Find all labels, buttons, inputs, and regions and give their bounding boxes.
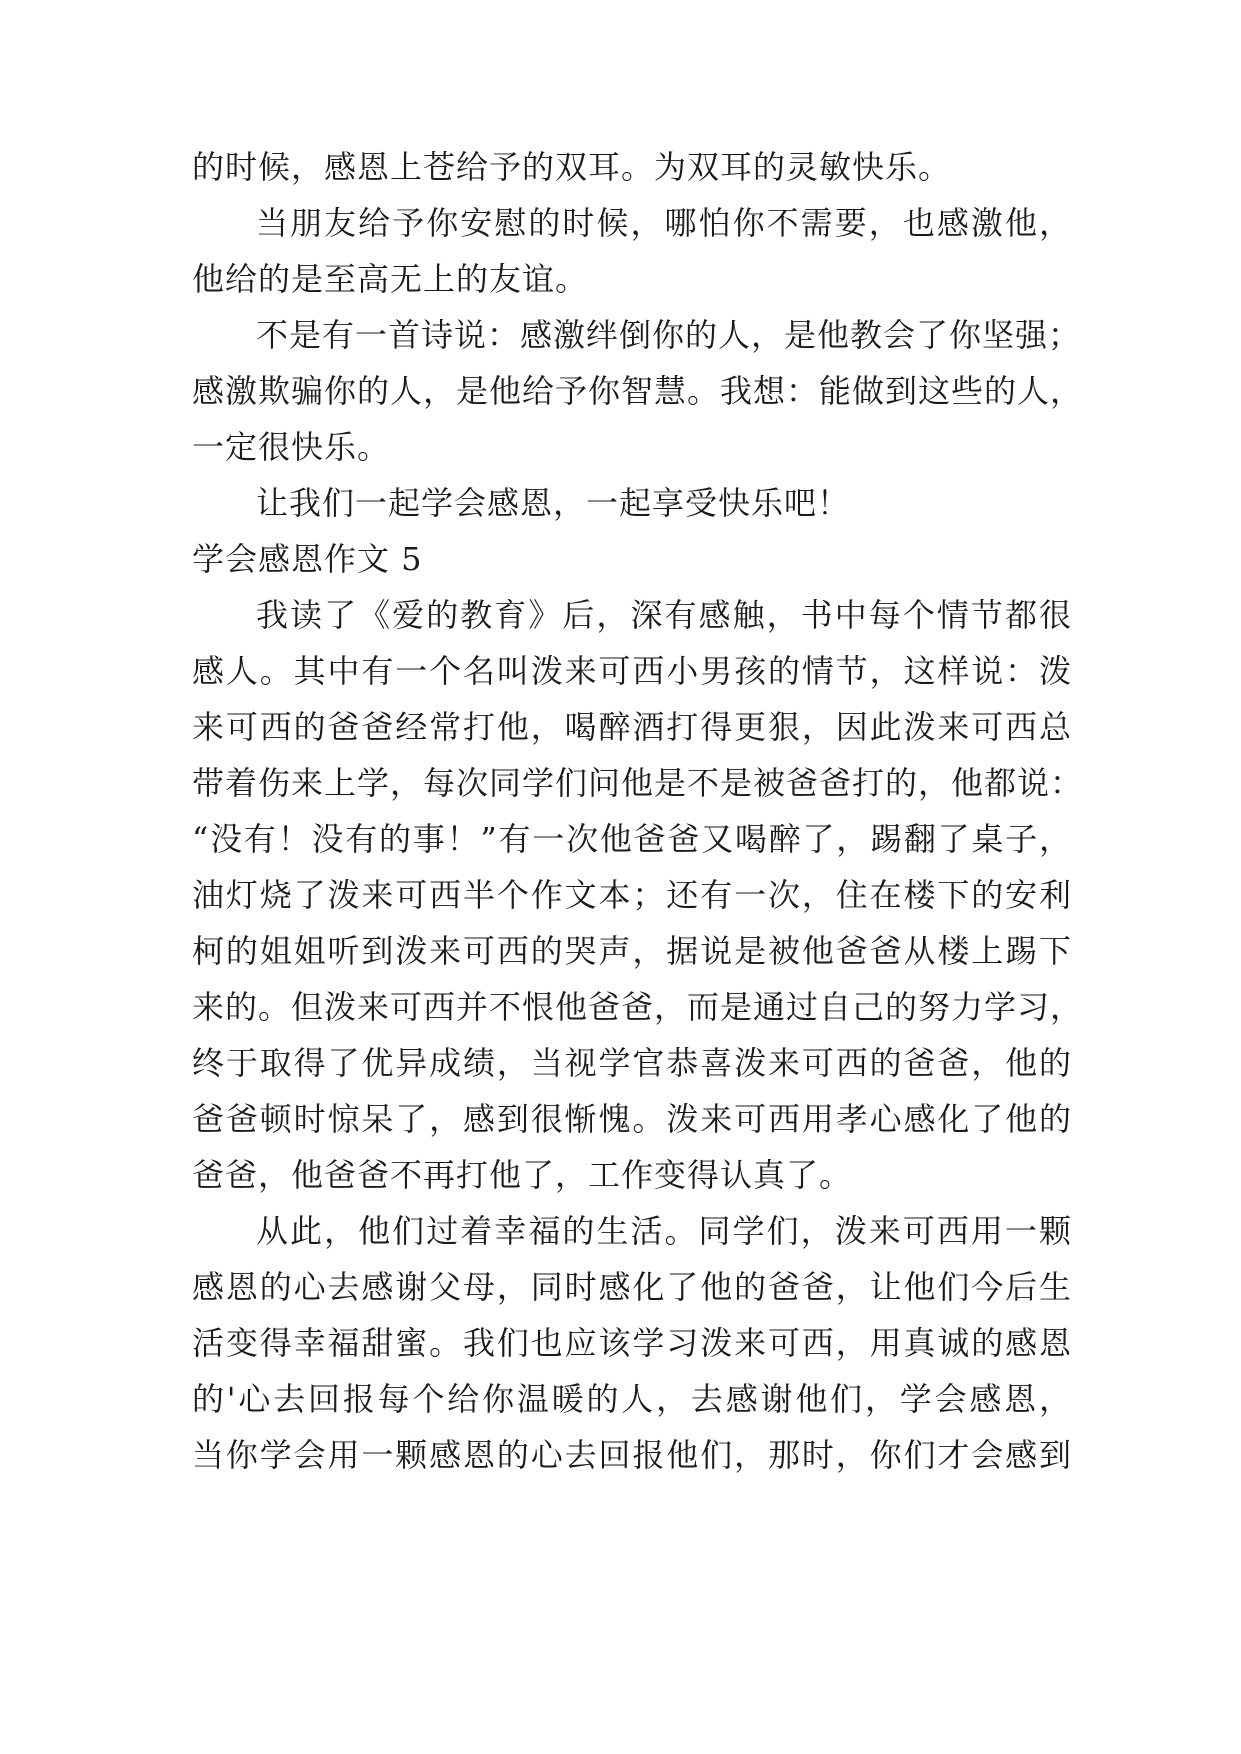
text-line: “没有！没有的事！”有一次他爸爸又喝醉了，踢翻了桌子， (192, 820, 1072, 858)
text-line: 感激欺骗你的人，是他给予你智慧。我想：能做到这些的人， (192, 372, 1084, 410)
text-line: 爸爸顿时惊呆了，感到很惭愧。泼来可西用孝心感化了他的 (192, 1100, 1072, 1138)
section-heading: 学会感恩作文 5 (192, 540, 423, 578)
text-line: 从此，他们过着幸福的生活。同学们，泼来可西用一颗 (256, 1212, 1072, 1250)
text-line: 一定很快乐。 (192, 428, 391, 466)
text-line: 带着伤来上学，每次同学们问他是不是被爸爸打的，他都说： (192, 764, 1084, 802)
text-line: 他给的是至高无上的友谊。 (192, 260, 589, 298)
text-line: 爸爸，他爸爸不再打他了，工作变得认真了。 (192, 1156, 853, 1194)
text-line: 感恩的心去感谢父母，同时感化了他的爸爸，让他们今后生 (192, 1268, 1072, 1306)
text-line: 当你学会用一颗感恩的心去回报他们，那时，你们才会感到 (192, 1436, 1072, 1474)
text-line: 不是有一首诗说：感激绊倒你的人，是他教会了你坚强； (256, 316, 1082, 354)
text-line: 油灯烧了泼来可西半个作文本；还有一次，住在楼下的安利 (192, 876, 1072, 914)
text-line: 的'心去回报每个给你温暖的人，去感谢他们，学会感恩， (192, 1380, 1072, 1418)
text-line: 终于取得了优异成绩，当视学官恭喜泼来可西的爸爸，他的 (192, 1044, 1072, 1082)
text-line: 来可西的爸爸经常打他，喝醉酒打得更狠，因此泼来可西总 (192, 708, 1072, 746)
text-line: 当朋友给予你安慰的时候，哪怕你不需要，也感激他， (256, 204, 1072, 242)
text-line: 我读了《爱的教育》后，深有感触，书中每个情节都很 (256, 596, 1072, 634)
text-line: 活变得幸福甜蜜。我们也应该学习泼来可西，用真诚的感恩 (192, 1324, 1072, 1362)
text-line: 感人。其中有一个名叫泼来可西小男孩的情节，这样说：泼 (192, 652, 1072, 690)
text-line: 的时候，感恩上苍给予的双耳。为双耳的灵敏快乐。 (192, 148, 952, 186)
text-line: 让我们一起学会感恩，一起享受快乐吧！ (256, 484, 851, 522)
text-line: 柯的姐姐听到泼来可西的哭声，据说是被他爸爸从楼上踢下 (192, 932, 1072, 970)
text-line: 来的。但泼来可西并不恨他爸爸，而是通过自己的努力学习， (192, 988, 1084, 1026)
